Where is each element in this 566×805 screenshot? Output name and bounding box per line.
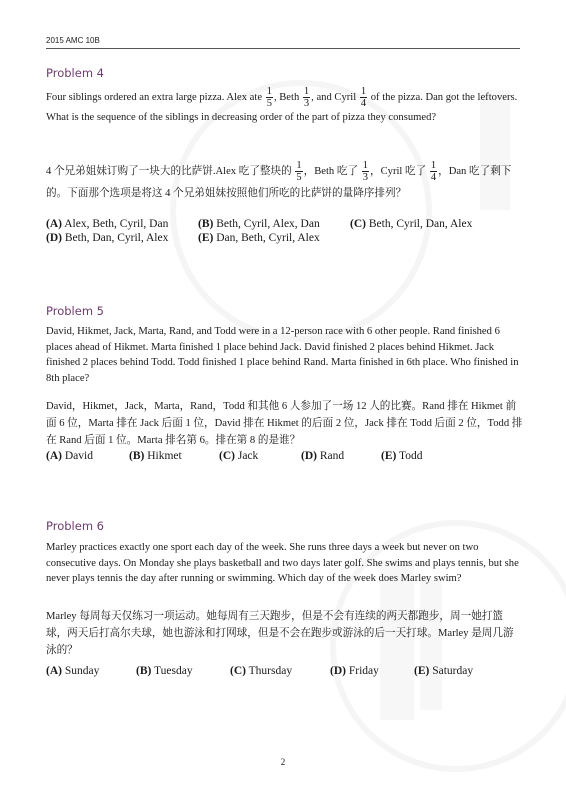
- problem-4-zh-part: ，Cyril 吃了: [369, 165, 427, 177]
- problem-5-english: David, Hikmet, Jack, Marta, Rand, and Todd were in a 12-person race with 6 other people. Rand finished 6 places ahead of Hikmet. Marta finished 1 place behind Jack. David finished 2 places behind Hikmet. Jack finished 2 places behind Todd. Todd finished 1 place behind Rand. Marta finished in 6th place. Who finished in 8th place?: [46, 326, 519, 384]
- problem-4-en-part: , Beth: [273, 91, 300, 103]
- problem-4-en-part: of the pizza. Dan got the leftovers. What is the sequence of the siblings in decreasing order of the part of pizza they consumed?: [46, 91, 518, 123]
- fraction-one-third: $\frac{1}{3}$: [362, 160, 368, 183]
- fraction-one-quarter: $\frac{1}{4}$: [360, 86, 367, 109]
- choice-e[interactable]: (E) Dan, Beth, Cyril, Alex: [198, 232, 320, 244]
- choice-b[interactable]: (B) Beth, Cyril, Alex, Dan: [198, 218, 320, 230]
- choice-d[interactable]: (D) Friday: [330, 665, 379, 677]
- choice-c[interactable]: (C) Beth, Cyril, Dan, Alex: [350, 218, 473, 230]
- problem-6-title: Problem 6: [46, 519, 104, 533]
- page-number: 2: [280, 757, 286, 767]
- choice-a[interactable]: (A) Sunday: [46, 665, 100, 677]
- fraction-one-fifth: $\frac{1}{5}$: [266, 86, 272, 109]
- choice-d[interactable]: (D) Beth, Dan, Cyril, Alex: [46, 232, 169, 244]
- fraction-one-fifth: $\frac{1}{5}$: [296, 160, 302, 183]
- choice-d[interactable]: (D) Rand: [301, 450, 345, 462]
- problem-4-zh-part: ，Beth 吃了: [303, 165, 359, 177]
- fraction-one-quarter: $\frac{1}{4}$: [430, 160, 437, 183]
- choice-b[interactable]: (B) Hikmet: [129, 450, 182, 462]
- choice-e[interactable]: (E) Saturday: [414, 665, 474, 677]
- problem-5-choices: [46, 450, 423, 462]
- problem-5-title: Problem 5: [46, 304, 104, 318]
- problem-4-zh-part: 4 个兄弟姐妹订购了一块大的比萨饼.Alex 吃了整块的: [46, 165, 292, 177]
- problem-4-title: Problem 4: [46, 66, 104, 80]
- problem-6-chinese: Marley 每周每天仅练习一项运动。她每周有三天跑步，但是不会有连续的两天都跑步，周一她打篮球，两天后打高尔夫球，她也游泳和打网球，但是不会在跑步或游泳的后一天打球。Marley 是周几游泳的？: [46, 611, 514, 656]
- fraction-one-third: $\frac{1}{3}$: [303, 86, 310, 109]
- problem-4-choices: [46, 218, 520, 244]
- choice-a[interactable]: (A) David: [46, 450, 93, 462]
- problem-5-chinese: David，Hikmet，Jack，Marta，Rand，Todd 和其他 6 人参加了一场 12 人的比赛。Rand 排在 Hikmet 前面 6 位，Marta 排在 Jack 后面 1 位，David 排在 Hikmet 的后面 2 位，Jack 排在 Todd 后面 2 位，Todd 排在 Rand 后面 1 位。Marta 排名第 6。排在第 8 的是谁？: [46, 401, 523, 446]
- choice-c[interactable]: (C) Jack: [219, 450, 259, 462]
- problem-4-english: [46, 86, 524, 127]
- problem-4-en-part: , and Cyril: [311, 91, 357, 103]
- choice-c[interactable]: (C) Thursday: [230, 665, 293, 677]
- header-rule: [46, 48, 520, 49]
- document-header: 2015 AMC 10B: [46, 36, 100, 45]
- choice-e[interactable]: (E) Todd: [381, 450, 423, 462]
- problem-4-zh-part: ，Dan 吃了剩下的。下面那个选项是将这 4 个兄弟姐妹按照他们所吃的比萨饼的量降序排列？: [46, 165, 512, 199]
- problem-4-chinese: [46, 160, 524, 205]
- problem-6-english: Marley practices exactly one sport each day of the week. She runs three days a week but never on two consecutive days. On Monday she plays basketball and two days later golf. She swims and plays tennis, but she never plays tennis the day after running or swimming. Which day of the week does Marley swim?: [46, 542, 519, 584]
- problem-6-choices: [46, 665, 473, 677]
- choice-b[interactable]: (B) Tuesday: [136, 665, 193, 677]
- choice-a[interactable]: (A) Alex, Beth, Cyril, Dan: [46, 218, 169, 230]
- problem-4-en-part: Four siblings ordered an extra large pizza. Alex ate: [46, 91, 263, 103]
